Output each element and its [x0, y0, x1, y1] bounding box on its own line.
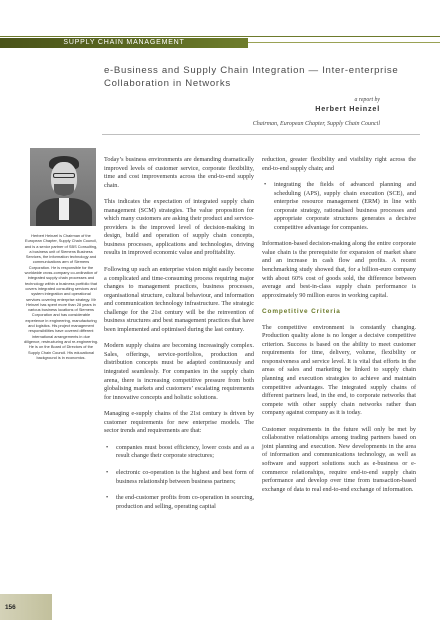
bullet-icon: • — [106, 443, 109, 451]
header-rule — [0, 36, 440, 37]
paragraph: Customer requirements in the future will only be met by collaborative relationships among trading partners based on joint planning and execution. New developments in the area of information and communications technology, as well as software and support solutions such as e-business or e-commerce relationships, require end-to-end supply chain performance and develop over time from transaction-based exchange of data to real end-to-end exchange of information. — [262, 425, 416, 493]
section-subheading: Competitive Criteria — [262, 308, 341, 316]
list-item-text: electronic co-operation is the highest and best form of business relationship between business partners; — [116, 468, 254, 485]
bullet-icon: • — [264, 181, 267, 189]
list-item-text: companies must boost efficiency, lower costs and as a result change their corporate structures; — [116, 443, 254, 460]
list-item-text: integrating the fields of advanced planning and scheduling (APS), supply chain execution (SCE), and enterprise resource management (ERM) in line with corporate strategy, rationalised business processes and appropriate corporate structures generates a decisive competitive advantage for companies. — [274, 181, 416, 231]
paragraph: Information-based decision-making along the entire corporate value chain is the prerequisite for expansion of market share and an increase in cash flow and profits. A recent benchmarking study showed that, for a billion-euro company with about 60% cost of goods sold, the difference between average and best-in-class supply chain performance is approximately 90 million euros in working capital. — [262, 240, 416, 299]
report-by-label: a report by — [354, 97, 380, 103]
author-name: Herbert Heinzel — [315, 104, 380, 113]
paragraph: Modern supply chains are becoming increasingly complex. Sales, offerings, service-portfolios, production and distribution concepts must be adapted continuously and integrated seamlessly. For companies in the supply chain arena, there is increasing competitive pressure from both globalising markets and customers’ escalating requirements for innovative concepts and holistic solutions. — [104, 342, 254, 401]
title-divider — [102, 134, 420, 135]
paragraph: This indicates the expectation of integrated supply chain management (SCM) strategies. The value proposition for which many customers are asking their product and service-providers is the improved level of decision-making in design, build and operation of supply chain concepts, business processes, applications and technologies, driving results in improved economic value and profitability. — [104, 198, 254, 257]
list-item — [104, 444, 254, 461]
list-item — [104, 494, 254, 511]
requirements-list-continued — [262, 181, 416, 232]
author-photo — [30, 148, 96, 226]
bullet-icon: • — [106, 494, 109, 502]
paragraph: Managing e-supply chains of the 21st century is driven by customer requirements for new enterprise models. The sector trends and requirements are that: — [104, 410, 254, 435]
requirements-list — [104, 444, 254, 511]
paragraph: reduction, greater flexibility and visibility right across the end-to-end supply chain; and — [262, 156, 416, 172]
bullet-icon: • — [106, 468, 109, 476]
body-column-left — [104, 156, 254, 519]
section-label: SUPPLY CHAIN MANAGEMENT — [63, 39, 185, 46]
author-affiliation: Chairman, European Chapter, Supply Chain Council — [252, 121, 380, 127]
page-number-tab — [0, 594, 52, 620]
list-item — [104, 469, 254, 486]
page-number: 156 — [5, 604, 16, 611]
paragraph: Today’s business environments are demanding dramatically improved levels of customer service, corporate flexibility, time and cost improvements across the end-to-end supply chain. — [104, 156, 254, 189]
paragraph: Following up such an enterprise vision might easily become a complicated and time-consuming process requiring major changes to management practices, business processes, organisational structure, cultural behaviour, and information and communication technology infrastructure. The strategic challenge for the 21st century will be the reinvention of business structures and best management practices that have been implemented and optimised during the last century. — [104, 266, 254, 333]
header-rule-tail — [248, 42, 440, 43]
body-column-right — [262, 156, 416, 502]
author-bio: Herbert Heinzel is Chairman of the European Chapter, Supply Chain Council, and is a senior partner of SBS Consulting, a business unit of Siemens Business Services, the information technology and communications arm of Siemens Corporation. He is responsible for the worldwide cross-company co-ordination of integrated supply chain processes and technology within a business portfolio that covers integrated consulting services and system integration and operational services covering enterprise strategy. Mr Heinzel has spent more than 28 years in various business locations of Siemens Corporation and has considerable experience in engineering, manufacturing and logistics. His project management responsibilities have covered different international arrangements in due diligence, restructuring and re-engineering. He is on the Board of Directors of the Supply Chain Council. His educational background is in economics. — [24, 233, 98, 360]
article-title: e-Business and Supply Chain Integration — Inter-enterprise Collaboration in Networks — [104, 65, 399, 89]
list-item-text: the end-customer profits from co-operation in sourcing, production and selling, operating capital — [116, 494, 254, 510]
paragraph: The competitive environment is constantly changing. Production quality alone is no longer a decisive competitive criterion. Success is based on the ability to meet customer requirements for time, delivery, volume, flexibility or responsiveness and service level. It is vital that efforts in the areas of sales and marketing be linked to supply chain planning and execution strategies to achieve and maintain competitive advantages. The integrated supply chains of different partners lead, in the end, to corporate networks that compete with other supply chain networks rather than company against company as it is today. — [262, 323, 416, 417]
list-item — [262, 181, 416, 232]
